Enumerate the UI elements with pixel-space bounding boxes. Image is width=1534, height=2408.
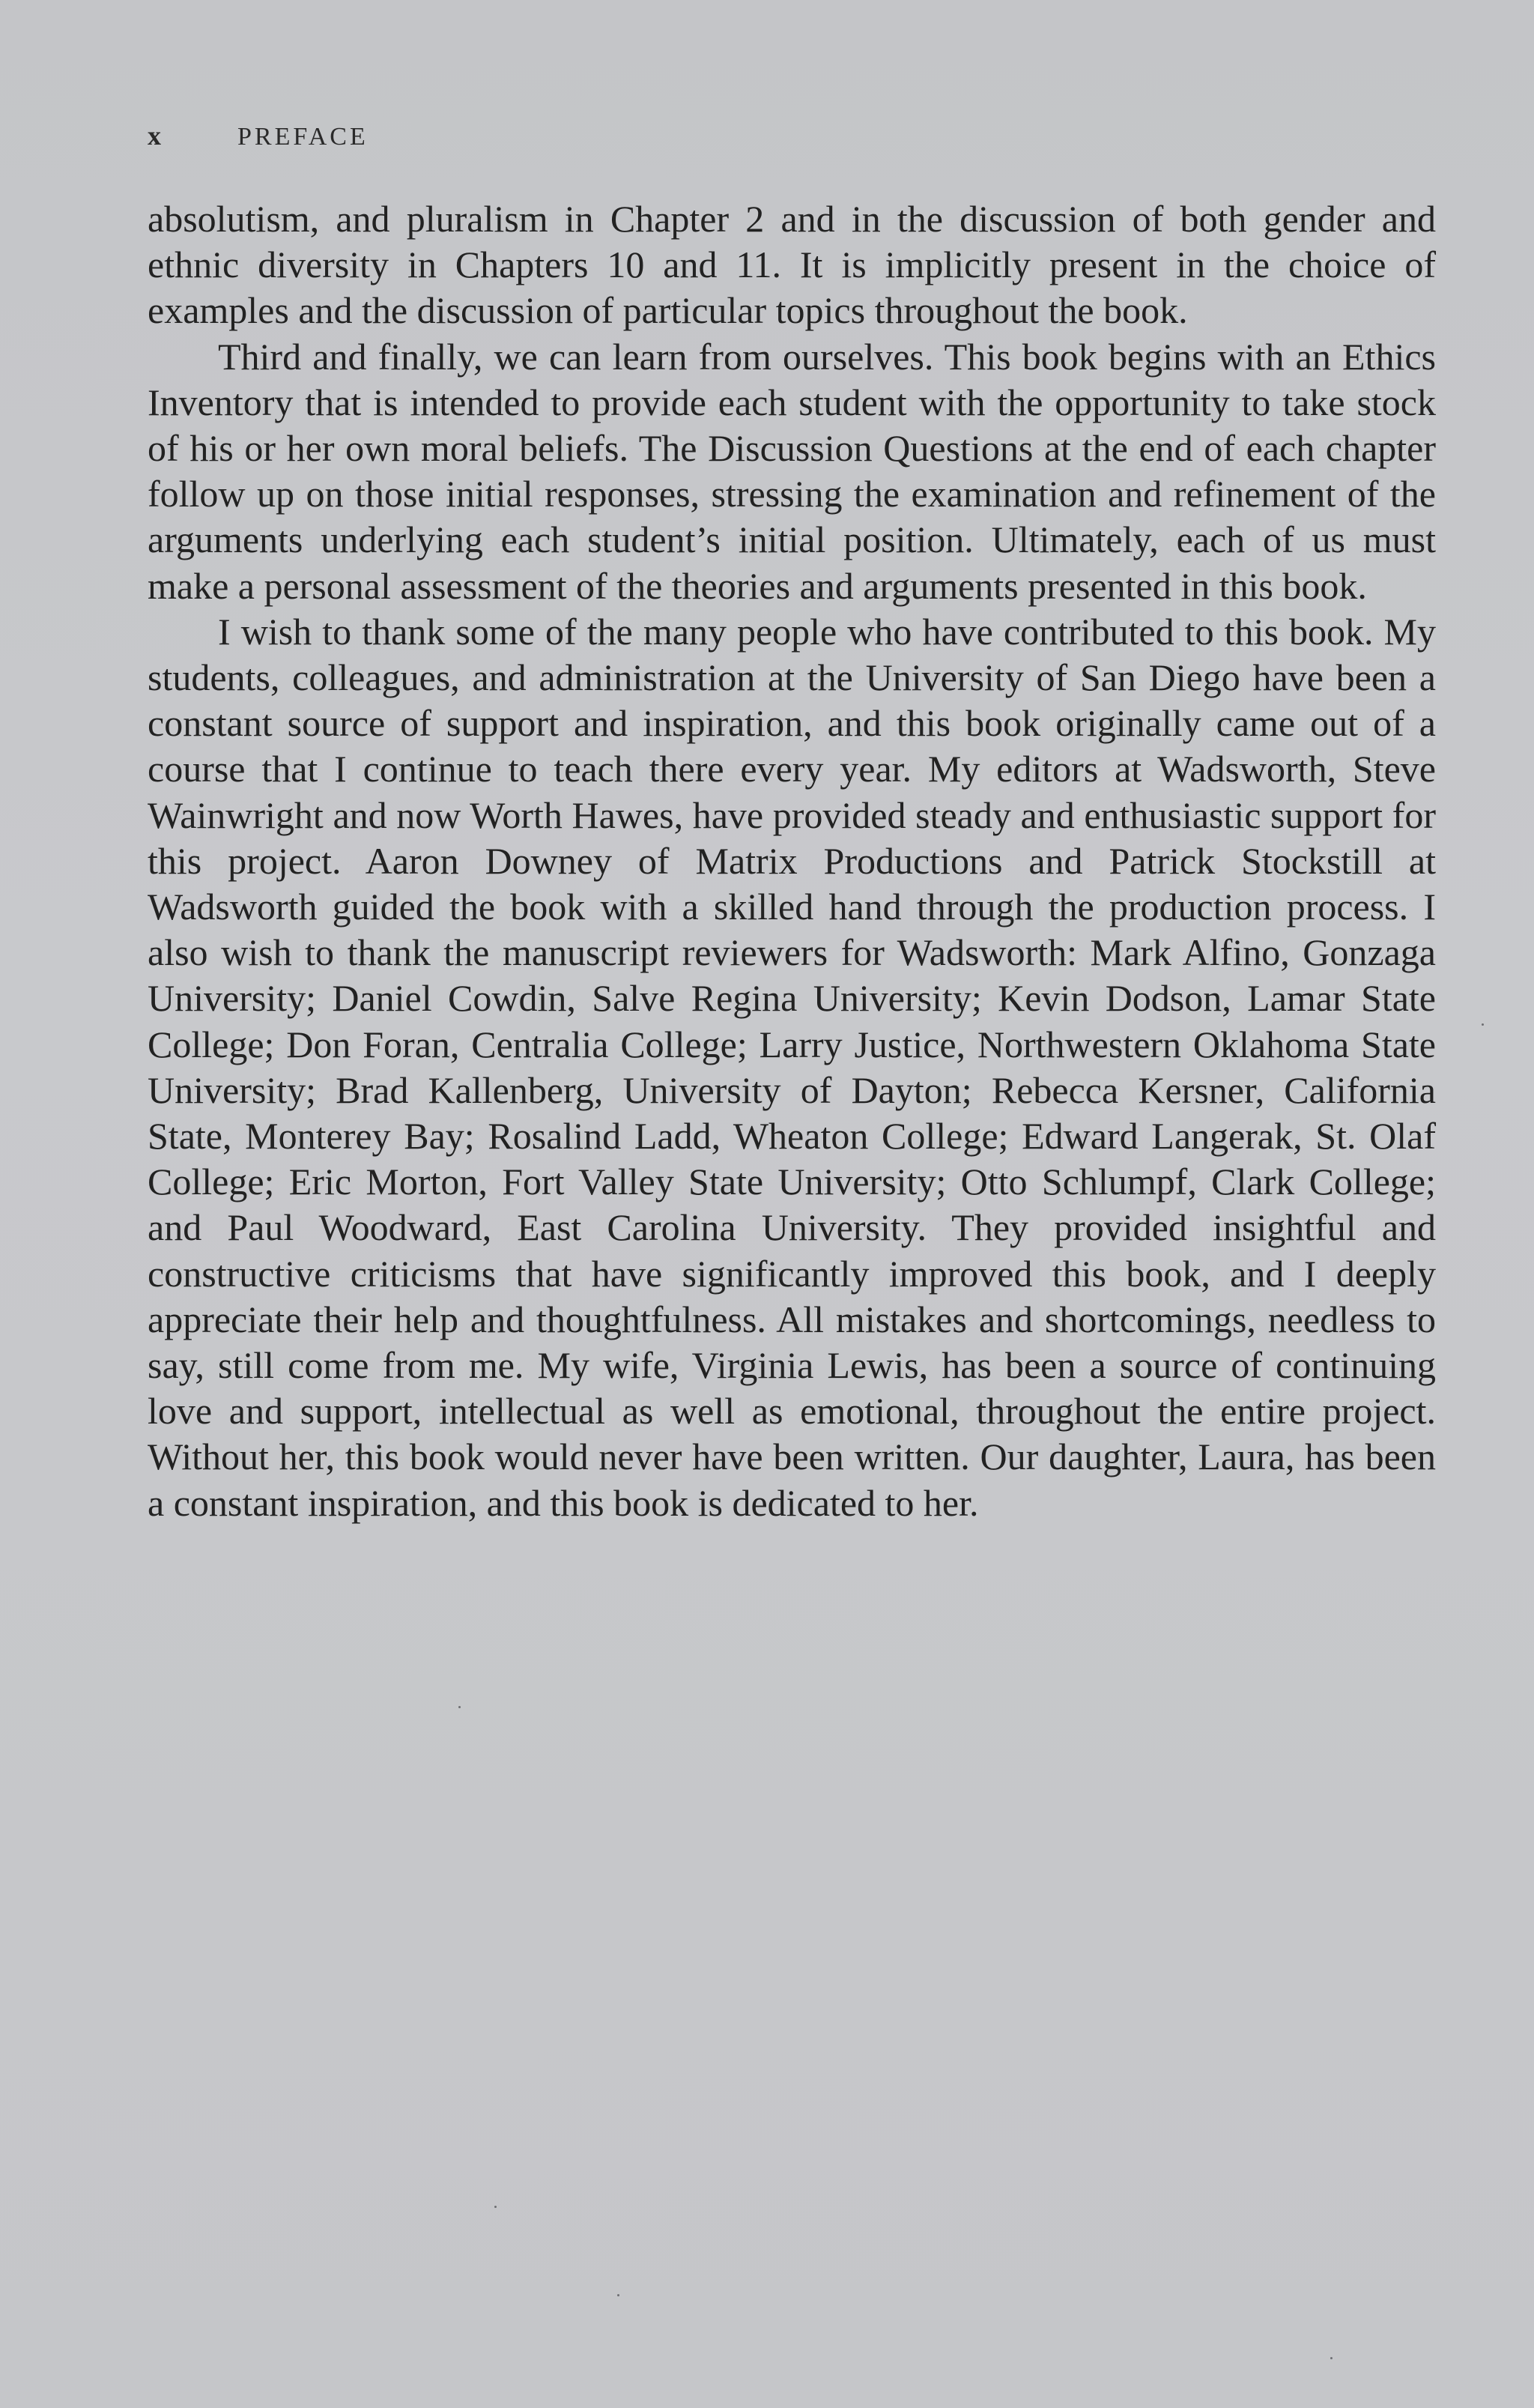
paper-speck <box>494 2206 497 2208</box>
running-title: PREFACE <box>237 123 369 151</box>
paper-speck <box>617 2294 619 2296</box>
paper-speck <box>458 1706 461 1708</box>
paragraph-learn-from-ourselves: Third and finally, we can learn from ourselves. This book begins with an Ethics Inventory that is intended to provide each student with the opportunity to take stock of his or her own moral beliefs. The Discussion Questions at the end of each chapter follow up on those initial responses, stressing the examination and refinement of the arguments underlying each student’s initial position. Ultimately, each of us must make a personal assessment of the theories and arguments presented in this book. <box>148 335 1436 607</box>
paragraph-acknowledgments: I wish to thank some of the many people who have contributed to this book. My students, colleagues, and administration at the University of San Diego have been a constant source of support and inspiration, and this book originally came out of a course that I continue to teach there every year. My editors at Wadsworth, Steve Wainwright and now Worth Hawes, have provided steady and enthusiastic support for this project. Aaron Downey of Matrix Productions and Patrick Stockstill at Wadsworth guided the book with a skilled hand through the production process. I also wish to thank the manuscript reviewers for Wadsworth: Mark Alfino, Gonzaga University; Daniel Cowdin, Salve Regina University; Kevin Dodson, Lamar State College; Don Foran, Centralia College; Larry Justice, Northwestern Oklahoma State University; Brad Kallenberg, University of Dayton; Rebecca Kersner, California State, Monterey Bay; Rosalind Ladd, Wheaton College; Edward Langerak, St. Olaf College; Eric Morton, Fort Valley State University; Otto Schlumpf, Clark College; and Paul Woodward, East Carolina University. They provided insightful and constructive criticisms that have significantly improved this book, and I deeply appreciate their help and thoughtfulness. All mistakes and shortcomings, needless to say, still come from me. My wife, Virginia Lewis, has been a source of continuing love and support, intellectual as well as emotional, throughout the entire project. Without her, this book would never have been written. Our daughter, Laura, has been a constant inspiration, and this book is dedicated to her. <box>148 610 1436 1524</box>
paragraph-continued: absolutism, and pluralism in Chapter 2 and in the discussion of both gender and ethnic diversity in Chapters 10 and 11. It is implicitly present in the choice of examples and the discussion of particular topics throughout the book. <box>148 198 1436 332</box>
body-text <box>148 196 1436 1526</box>
paper-speck <box>1482 1023 1484 1026</box>
paper-speck <box>1330 2357 1333 2359</box>
running-head <box>148 120 369 151</box>
page-number: x <box>148 121 163 151</box>
